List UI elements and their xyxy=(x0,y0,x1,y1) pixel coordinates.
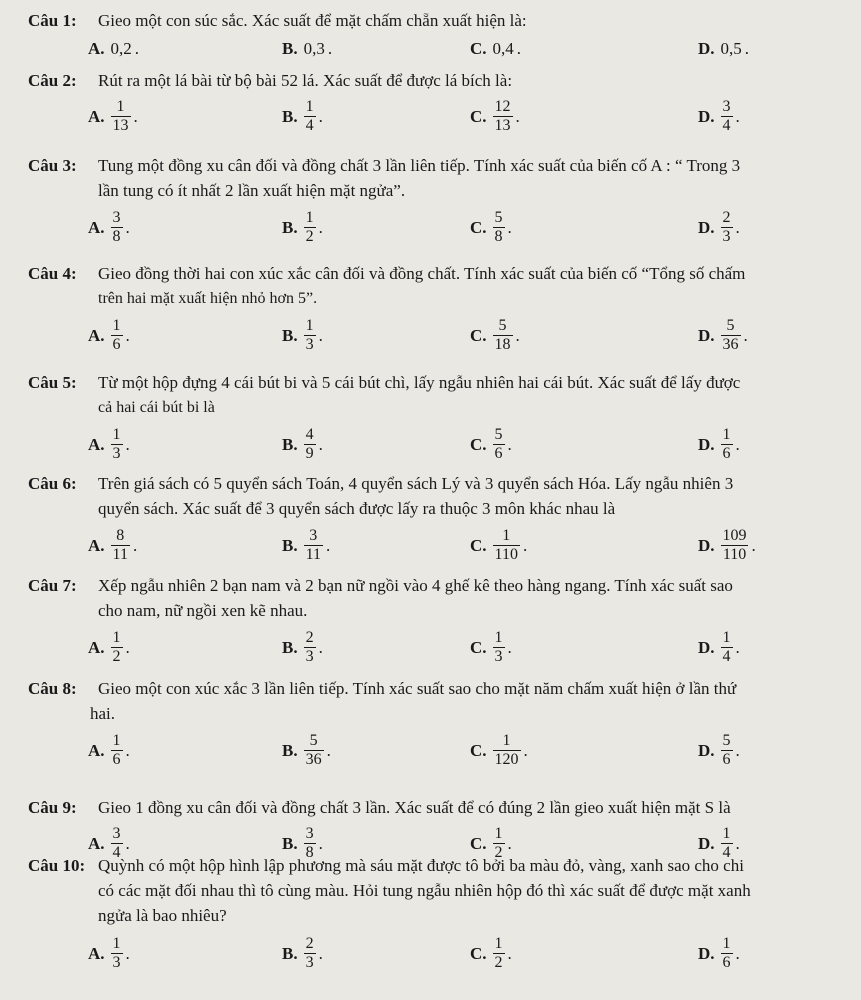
answer-options xyxy=(28,205,851,249)
fraction: $\frac{1}{6}$ xyxy=(112,731,121,768)
option-d[interactable]: D. $\frac{1}{6}$ . xyxy=(698,425,740,462)
fraction: $\frac{5}{6}$ xyxy=(722,731,731,768)
fraction: $\frac{8}{11}$ xyxy=(112,526,128,563)
question-number: Câu 5: xyxy=(28,373,77,392)
fraction: $\frac{1}{2}$ xyxy=(494,824,503,861)
option-c[interactable]: C. $\frac{1}{3}$ . xyxy=(470,628,512,665)
question-text: Tung một đồng xu cân đối và đồng chất 3 lần liên tiếp. Tính xác suất của biến cố A : “ Trong 3 xyxy=(98,156,741,175)
question-8 xyxy=(28,678,851,768)
option-a[interactable]: A. $\frac{1}{3}$ . xyxy=(88,934,130,971)
question-number: Câu 2: xyxy=(28,71,77,90)
answer-options xyxy=(28,625,851,669)
option-a[interactable]: A. $\frac{1}{6}$ . xyxy=(88,316,130,353)
fraction: $\frac{1}{3}$ xyxy=(112,425,121,462)
fraction: $\frac{12}{13}$ xyxy=(494,97,511,134)
option-b[interactable]: B. $\frac{3}{8}$ . xyxy=(282,824,323,861)
question-text: Rút ra một lá bài từ bộ bài 52 lá. Xác suất để được lá bích là: xyxy=(98,71,513,90)
fraction: $\frac{1}{3}$ xyxy=(494,628,503,665)
fraction: $\frac{1}{120}$ xyxy=(494,731,519,768)
question-text: Gieo một con súc sắc. Xác suất để mặt chấm chẵn xuất hiện là: xyxy=(98,11,527,30)
fraction: $\frac{1}{6}$ xyxy=(722,425,731,462)
option-b[interactable]: B. $\frac{2}{3}$ . xyxy=(282,628,323,665)
option-c[interactable]: C. $\frac{5}{18}$ . xyxy=(470,316,520,353)
fraction: $\frac{1}{2}$ xyxy=(112,628,121,665)
option-a[interactable]: A. $\frac{3}{4}$ . xyxy=(88,824,130,861)
question-10 xyxy=(28,855,851,971)
option-a[interactable]: A. $\frac{1}{2}$ . xyxy=(88,628,130,665)
fraction: $\frac{1}{2}$ xyxy=(494,934,503,971)
fraction: $\frac{5}{18}$ xyxy=(494,316,511,353)
option-d[interactable]: D. $\frac{1}{6}$ . xyxy=(698,934,740,971)
fraction: $\frac{2}{3}$ xyxy=(305,934,314,971)
question-3 xyxy=(28,155,851,245)
option-c[interactable]: C. $\frac{1}{2}$ . xyxy=(470,824,512,861)
option-a[interactable]: A. $\frac{8}{11}$ . xyxy=(88,526,138,563)
question-1 xyxy=(28,10,851,58)
question-text: Gieo một con xúc xắc 3 lần liên tiếp. Tính xác suất sao cho mặt năm chấm xuất hiện ở lần thứ xyxy=(98,679,737,698)
question-text: Gieo đồng thời hai con xúc xắc cân đối và đồng chất. Tính xác suất của biến cố “Tổng số chấm xyxy=(98,264,746,283)
option-b[interactable]: B. 0,3 . xyxy=(282,38,333,58)
question-number: Câu 6: xyxy=(28,474,77,493)
question-text: Trên giá sách có 5 quyển sách Toán, 4 quyển sách Lý và 3 quyển sách Hóa. Lấy ngẫu nhiên 3 xyxy=(98,474,734,493)
question-text-cont: quyển sách. Xác suất để 3 quyển sách được lấy ra thuộc 3 môn khác nhau là xyxy=(98,499,616,518)
option-b[interactable]: B. $\frac{5}{36}$ . xyxy=(282,731,331,768)
question-text-cont: cho nam, nữ ngồi xen kẽ nhau. xyxy=(98,601,308,620)
option-c[interactable]: C. $\frac{12}{13}$ . xyxy=(470,97,520,134)
question-7 xyxy=(28,575,851,665)
fraction: $\frac{3}{4}$ xyxy=(112,824,121,861)
option-b[interactable]: B. $\frac{1}{4}$ . xyxy=(282,97,323,134)
question-number: Câu 8: xyxy=(28,679,77,698)
option-d[interactable]: D. 0,5 . xyxy=(698,38,750,58)
fraction: $\frac{1}{4}$ xyxy=(722,628,731,665)
fraction: $\frac{1}{6}$ xyxy=(112,316,121,353)
fraction: $\frac{4}{9}$ xyxy=(305,425,314,462)
fraction: $\frac{1}{4}$ xyxy=(722,824,731,861)
fraction: $\frac{5}{36}$ xyxy=(722,316,739,353)
question-text: Gieo 1 đồng xu cân đối và đồng chất 3 lần. Xác suất để có đúng 2 lần gieo xuất hiện mặt S là xyxy=(98,798,731,817)
answer-options xyxy=(28,728,851,772)
answer-options xyxy=(28,523,851,567)
option-b[interactable]: B. $\frac{3}{11}$ . xyxy=(282,526,331,563)
question-text-cont: trên hai mặt xuất hiện nhỏ hơn 5”. xyxy=(98,290,318,307)
option-a[interactable]: A. $\frac{1}{6}$ . xyxy=(88,731,130,768)
fraction: $\frac{1}{6}$ xyxy=(722,934,731,971)
option-d[interactable]: D. $\frac{1}{4}$ . xyxy=(698,628,740,665)
option-c[interactable]: C. $\frac{1}{2}$ . xyxy=(470,934,512,971)
option-c[interactable]: C. $\frac{5}{8}$ . xyxy=(470,208,512,245)
option-a[interactable]: A. $\frac{1}{3}$ . xyxy=(88,425,130,462)
option-c[interactable]: C. $\frac{1}{110}$ . xyxy=(470,526,528,563)
question-5 xyxy=(28,372,851,462)
fraction: $\frac{5}{8}$ xyxy=(494,208,503,245)
answer-options xyxy=(28,931,851,975)
option-b[interactable]: B. $\frac{1}{3}$ . xyxy=(282,316,323,353)
question-4 xyxy=(28,263,851,353)
question-number: Câu 4: xyxy=(28,264,77,283)
option-b[interactable]: B. $\frac{4}{9}$ . xyxy=(282,425,323,462)
fraction: $\frac{109}{110}$ xyxy=(722,526,747,563)
option-a[interactable]: A. 0,2 . xyxy=(88,38,140,58)
fraction: $\frac{1}{3}$ xyxy=(112,934,121,971)
question-text: Từ một hộp đựng 4 cái bút bi và 5 cái bút chì, lấy ngẫu nhiên hai cái bút. Xác suất để lấy được xyxy=(98,373,741,392)
option-b[interactable]: B. $\frac{2}{3}$ . xyxy=(282,934,323,971)
fraction: $\frac{1}{13}$ xyxy=(112,97,129,134)
fraction: $\frac{5}{36}$ xyxy=(305,731,322,768)
fraction: $\frac{2}{3}$ xyxy=(305,628,314,665)
fraction: $\frac{1}{2}$ xyxy=(305,208,314,245)
question-number: Câu 3: xyxy=(28,156,77,175)
question-text-cont: lần tung có ít nhất 2 lần xuất hiện mặt ngửa”. xyxy=(98,181,406,200)
question-2 xyxy=(28,70,851,134)
option-c[interactable]: C. $\frac{1}{120}$ . xyxy=(470,731,528,768)
option-a[interactable]: A. $\frac{3}{8}$ . xyxy=(88,208,130,245)
option-d[interactable]: D. $\frac{109}{110}$ . xyxy=(698,526,756,563)
question-number: Câu 9: xyxy=(28,798,77,817)
option-d[interactable]: D. $\frac{3}{4}$ . xyxy=(698,97,740,134)
question-text-cont: cả hai cái bút bi là xyxy=(98,399,215,416)
fraction: $\frac{3}{11}$ xyxy=(305,526,321,563)
fraction: $\frac{2}{3}$ xyxy=(722,208,731,245)
question-text: Quỳnh có một hộp hình lập phương mà sáu mặt được tô bởi ba màu đỏ, vàng, xanh sao cho chi xyxy=(98,856,744,875)
question-9 xyxy=(28,797,851,861)
fraction: $\frac{1}{3}$ xyxy=(305,316,314,353)
option-a[interactable]: A. $\frac{1}{13}$ . xyxy=(88,97,138,134)
option-d[interactable]: D. $\frac{5}{6}$ . xyxy=(698,731,740,768)
question-text-cont-2: ngửa là bao nhiêu? xyxy=(98,906,227,925)
answer-options xyxy=(28,34,851,62)
option-d[interactable]: D. $\frac{1}{4}$ . xyxy=(698,824,740,861)
option-c[interactable]: C. $\frac{5}{6}$ . xyxy=(470,425,512,462)
fraction: $\frac{3}{8}$ xyxy=(112,208,121,245)
option-b[interactable]: B. $\frac{1}{2}$ . xyxy=(282,208,323,245)
question-number: Câu 1: xyxy=(28,11,77,30)
question-text: Xếp ngẫu nhiên 2 bạn nam và 2 bạn nữ ngồi vào 4 ghế kê theo hàng ngang. Tính xác suất sao xyxy=(98,576,733,595)
question-text-cont: hai. xyxy=(90,704,116,723)
answer-options xyxy=(28,94,851,138)
question-6 xyxy=(28,473,851,563)
option-d[interactable]: D. $\frac{2}{3}$ . xyxy=(698,208,740,245)
option-c[interactable]: C. 0,4 . xyxy=(470,38,522,58)
answer-options xyxy=(28,313,851,357)
answer-options xyxy=(28,422,851,466)
question-number: Câu 7: xyxy=(28,576,77,595)
fraction: $\frac{1}{4}$ xyxy=(305,97,314,134)
fraction: $\frac{5}{6}$ xyxy=(494,425,503,462)
fraction: $\frac{3}{4}$ xyxy=(722,97,731,134)
fraction: $\frac{1}{110}$ xyxy=(494,526,518,563)
question-text-cont: có các mặt đối nhau thì tô cùng màu. Hỏi tung ngẫu nhiên hộp đó thì xác suất để được mặt xanh xyxy=(98,881,751,900)
question-number: Câu 10: xyxy=(28,856,86,875)
option-d[interactable]: D. $\frac{5}{36}$ . xyxy=(698,316,748,353)
fraction: $\frac{3}{8}$ xyxy=(305,824,314,861)
